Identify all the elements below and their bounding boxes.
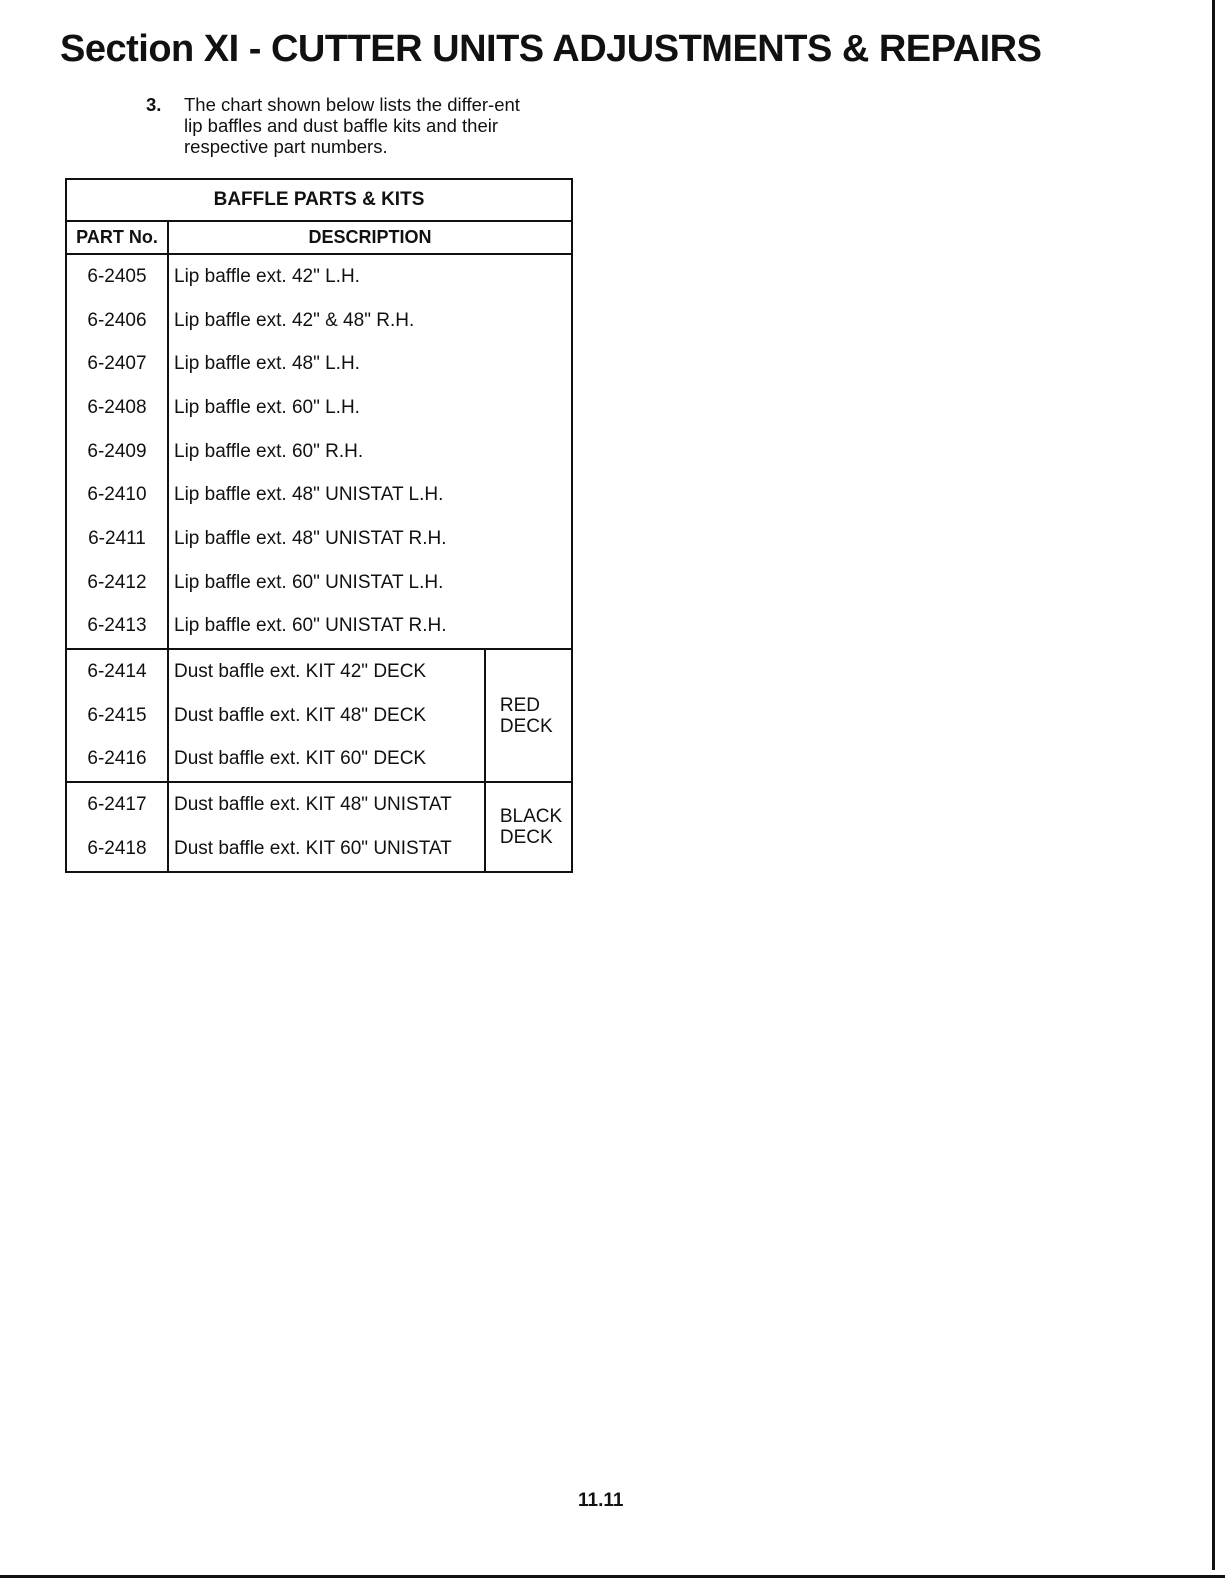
red-deck-label (485, 649, 572, 782)
part-description: Lip baffle ext. 60" L.H. (174, 396, 360, 418)
part-number: 6-2412 (66, 561, 168, 605)
part-number: 6-2408 (66, 386, 168, 430)
baffle-parts-table (65, 178, 573, 873)
table-row (66, 561, 572, 605)
column-header-description: DESCRIPTION (168, 221, 572, 254)
part-number: 6-2410 (66, 473, 168, 517)
table-row (66, 782, 572, 827)
part-number: 6-2409 (66, 430, 168, 474)
part-number: 6-2416 (66, 738, 168, 783)
part-number: 6-2405 (66, 254, 168, 299)
table-row (66, 254, 572, 299)
part-description: Lip baffle ext. 60" UNISTAT L.H. (174, 571, 444, 593)
part-description: Lip baffle ext. 42" & 48" R.H. (174, 309, 415, 331)
part-description: Dust baffle ext. KIT 60" DECK (168, 738, 485, 783)
part-description: Dust baffle ext. KIT 48" DECK (168, 694, 485, 738)
page-number: 11.11 (578, 1490, 624, 1511)
table-header-row (66, 221, 572, 254)
part-number: 6-2407 (66, 342, 168, 386)
part-description: Dust baffle ext. KIT 42" DECK (168, 649, 485, 694)
table-caption-row (66, 179, 572, 221)
part-description: Lip baffle ext. 48" UNISTAT L.H. (174, 484, 444, 506)
part-number: 6-2414 (66, 649, 168, 694)
part-description: Lip baffle ext. 48" UNISTAT R.H. (174, 527, 447, 549)
table-row (66, 299, 572, 343)
part-description: Lip baffle ext. 42" L.H. (174, 265, 360, 287)
deck-label-line: DECK (499, 826, 553, 848)
part-number: 6-2418 (66, 827, 168, 872)
step-instruction (146, 94, 536, 157)
deck-label-line: DECK (499, 715, 553, 737)
table-row (66, 430, 572, 474)
part-number: 6-2417 (66, 782, 168, 827)
scan-edge-bottom (0, 1575, 1225, 1578)
part-number: 6-2411 (66, 517, 168, 561)
scan-edge-right (1212, 0, 1215, 1570)
table-row (66, 473, 572, 517)
table-row (66, 649, 572, 694)
part-description: Lip baffle ext. 60" R.H. (174, 440, 364, 462)
part-description: Lip baffle ext. 60" UNISTAT R.H. (174, 615, 447, 637)
deck-label-line: RED (499, 694, 540, 716)
part-number: 6-2415 (66, 694, 168, 738)
part-description: Dust baffle ext. KIT 48" UNISTAT (168, 782, 485, 827)
page-title: Section XI - CUTTER UNITS ADJUSTMENTS & REPAIRS (60, 28, 1042, 70)
black-deck-label (485, 782, 572, 871)
part-number: 6-2406 (66, 299, 168, 343)
part-number: 6-2413 (66, 605, 168, 650)
step-text: The chart shown below lists the differ-ent lip baffles and dust baffle kits and their respective part numbers. (184, 94, 520, 157)
table-row (66, 386, 572, 430)
step-number: 3. (146, 94, 162, 115)
part-description: Dust baffle ext. KIT 60" UNISTAT (168, 827, 485, 872)
column-header-part-no: PART No. (66, 221, 168, 254)
deck-label-line: BLACK (499, 805, 563, 827)
table-row (66, 517, 572, 561)
table-row (66, 342, 572, 386)
part-description: Lip baffle ext. 48" L.H. (174, 353, 360, 375)
table-row (66, 605, 572, 650)
table-caption: BAFFLE PARTS & KITS (66, 179, 572, 221)
